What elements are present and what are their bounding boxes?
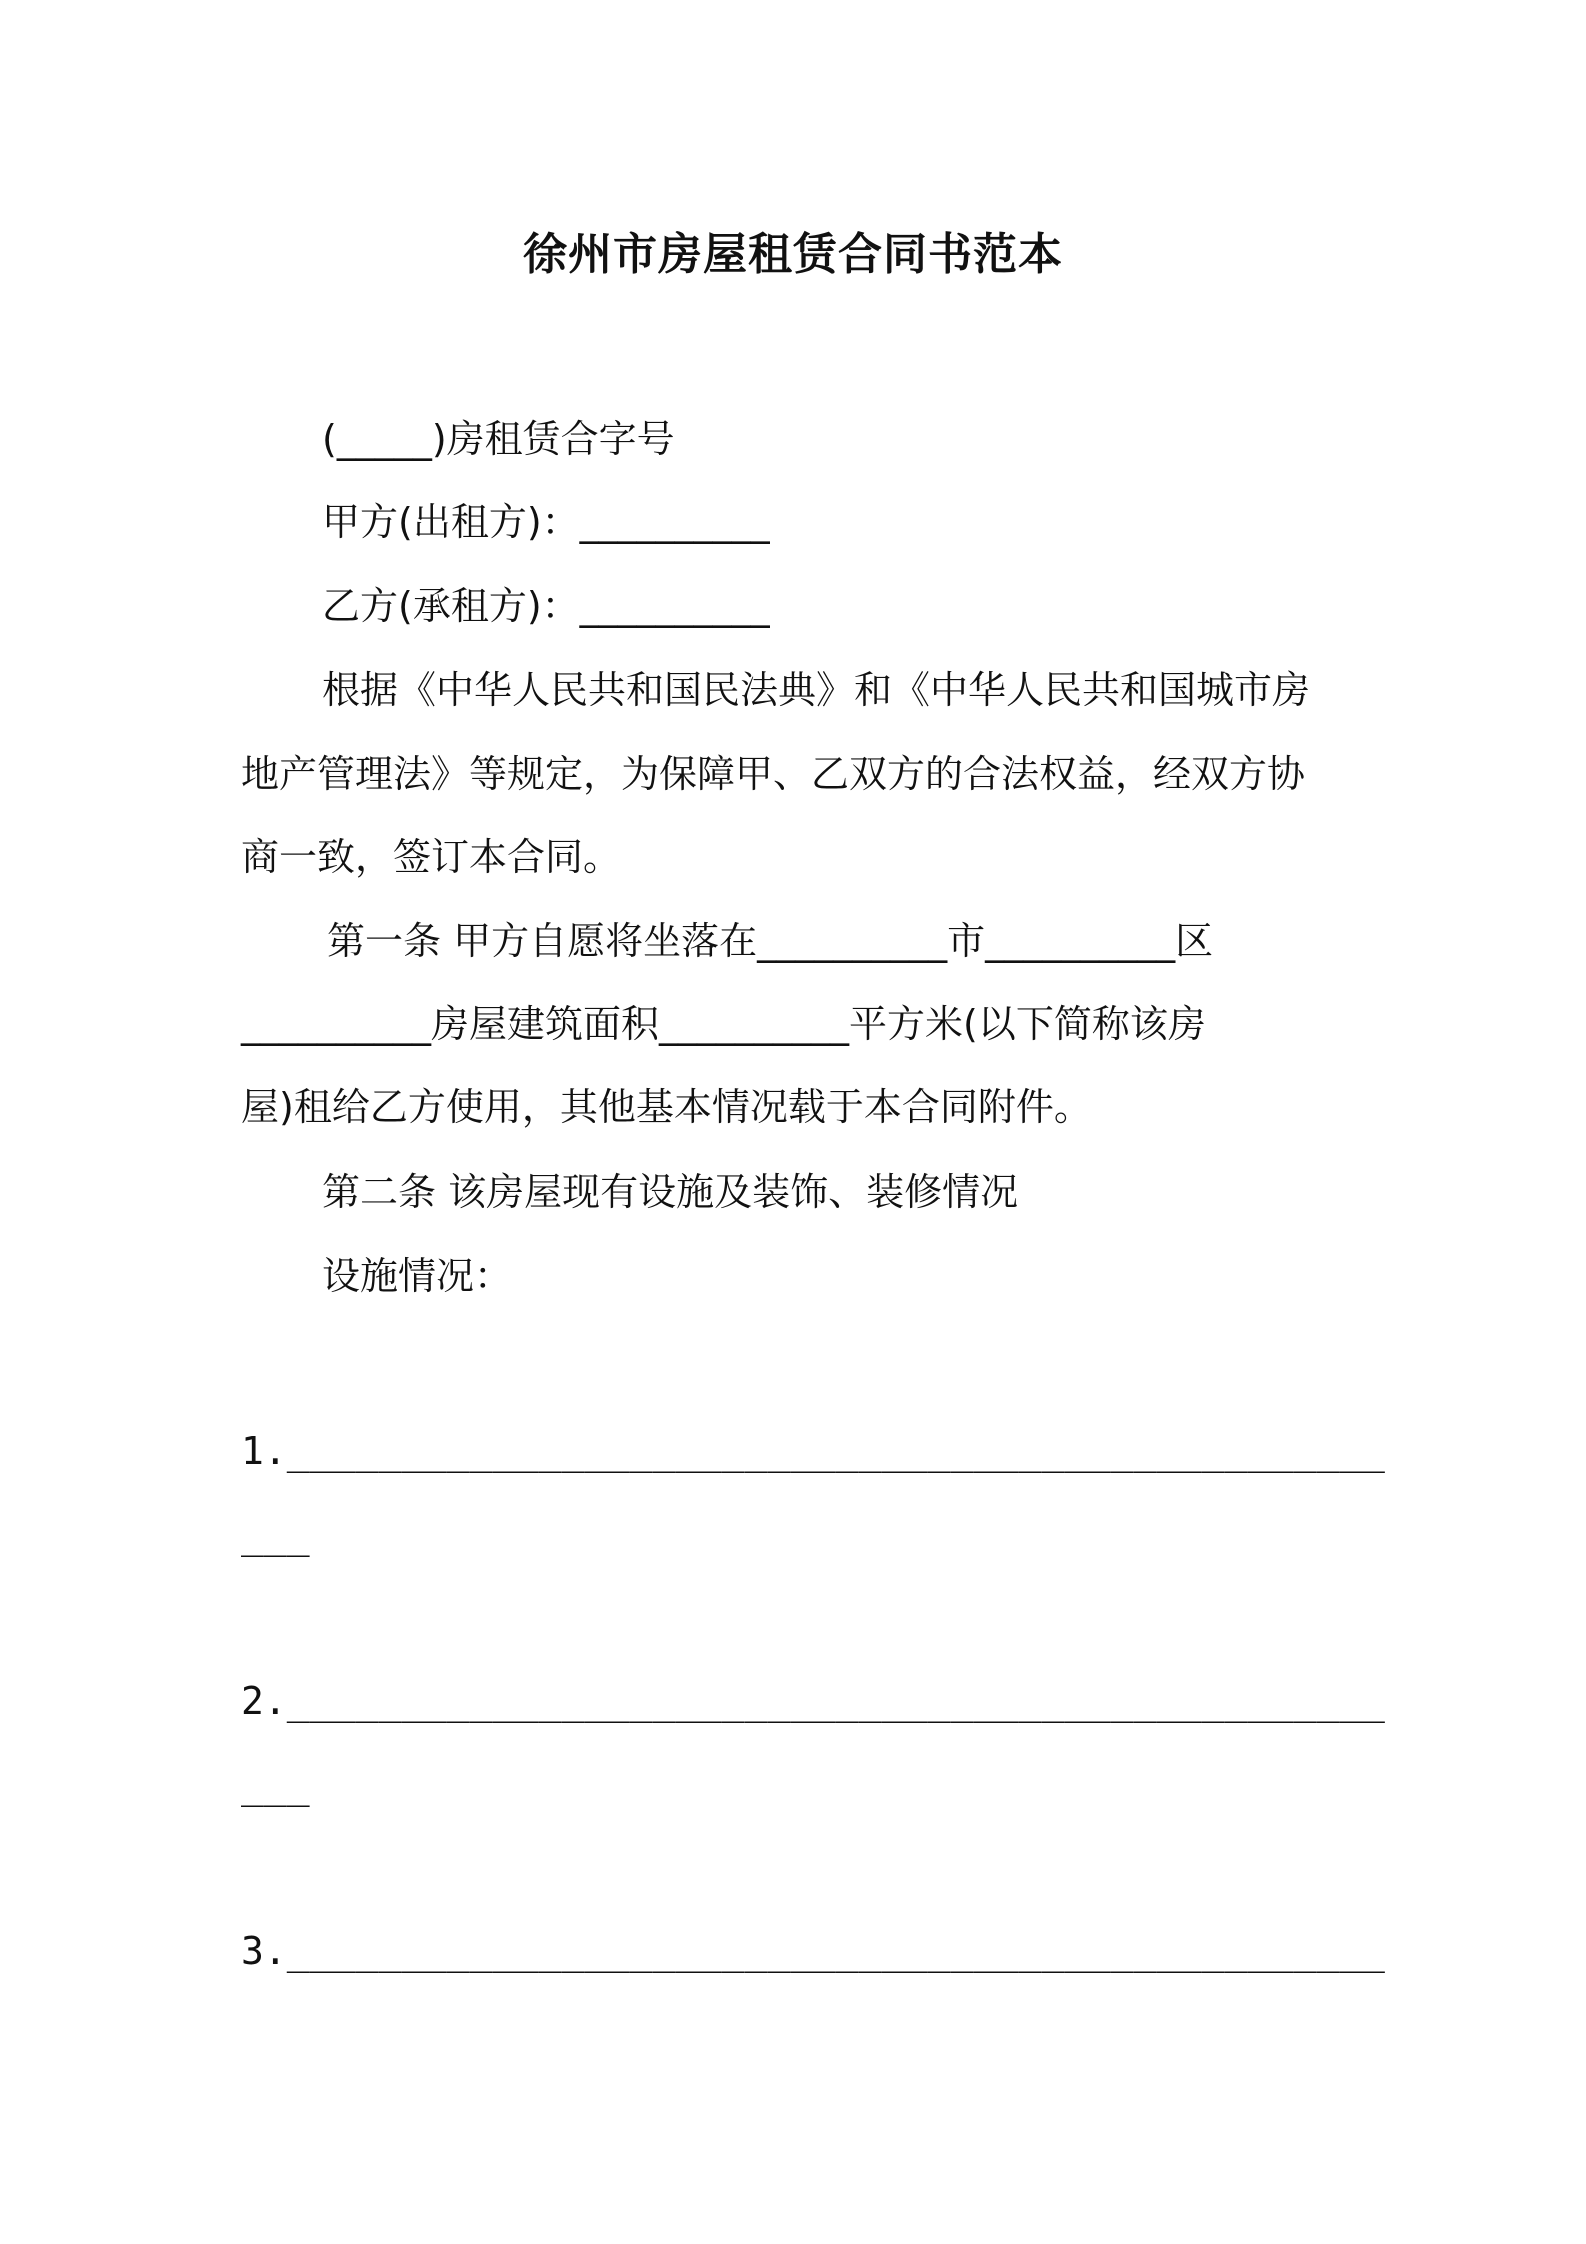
facility-item-3-line-1: 3.________________________________________________ — [241, 1929, 1385, 1973]
preamble-line-3: 商一致，签订本合同。 — [241, 835, 622, 879]
preamble-line-2: 地产管理法》等规定，为保障甲、乙双方的合法权益，经双方协 — [241, 752, 1306, 796]
party-a-line: 甲方(出租方)：__________ — [322, 500, 770, 544]
article2-heading: 第二条 该房屋现有设施及装饰、装修情况 — [322, 1170, 1019, 1214]
facility-item-1-line-2: ___ — [241, 1513, 310, 1557]
facility-item-1-line-1: 1.________________________________________________ — [241, 1429, 1385, 1473]
article1-line-2: __________房屋建筑面积__________平方米(以下简称该房 — [241, 1002, 1206, 1046]
contract-number-line: (_____)房租赁合字号 — [322, 417, 675, 461]
facility-item-2-line-1: 2.________________________________________________ — [241, 1679, 1385, 1723]
facility-item-2-line-2: ___ — [241, 1763, 310, 1807]
article1-line-1: 第一条 甲方自愿将坐落在__________市__________区 — [327, 919, 1214, 963]
preamble-line-1: 根据《中华人民共和国民法典》和《中华人民共和国城市房 — [322, 668, 1311, 712]
article1-line-3: 屋)租给乙方使用，其他基本情况载于本合同附件。 — [241, 1085, 1092, 1129]
document-title: 徐州市房屋租赁合同书范本 — [523, 229, 1063, 280]
party-b-line: 乙方(承租方)：__________ — [322, 584, 770, 628]
facilities-label: 设施情况： — [322, 1254, 513, 1298]
